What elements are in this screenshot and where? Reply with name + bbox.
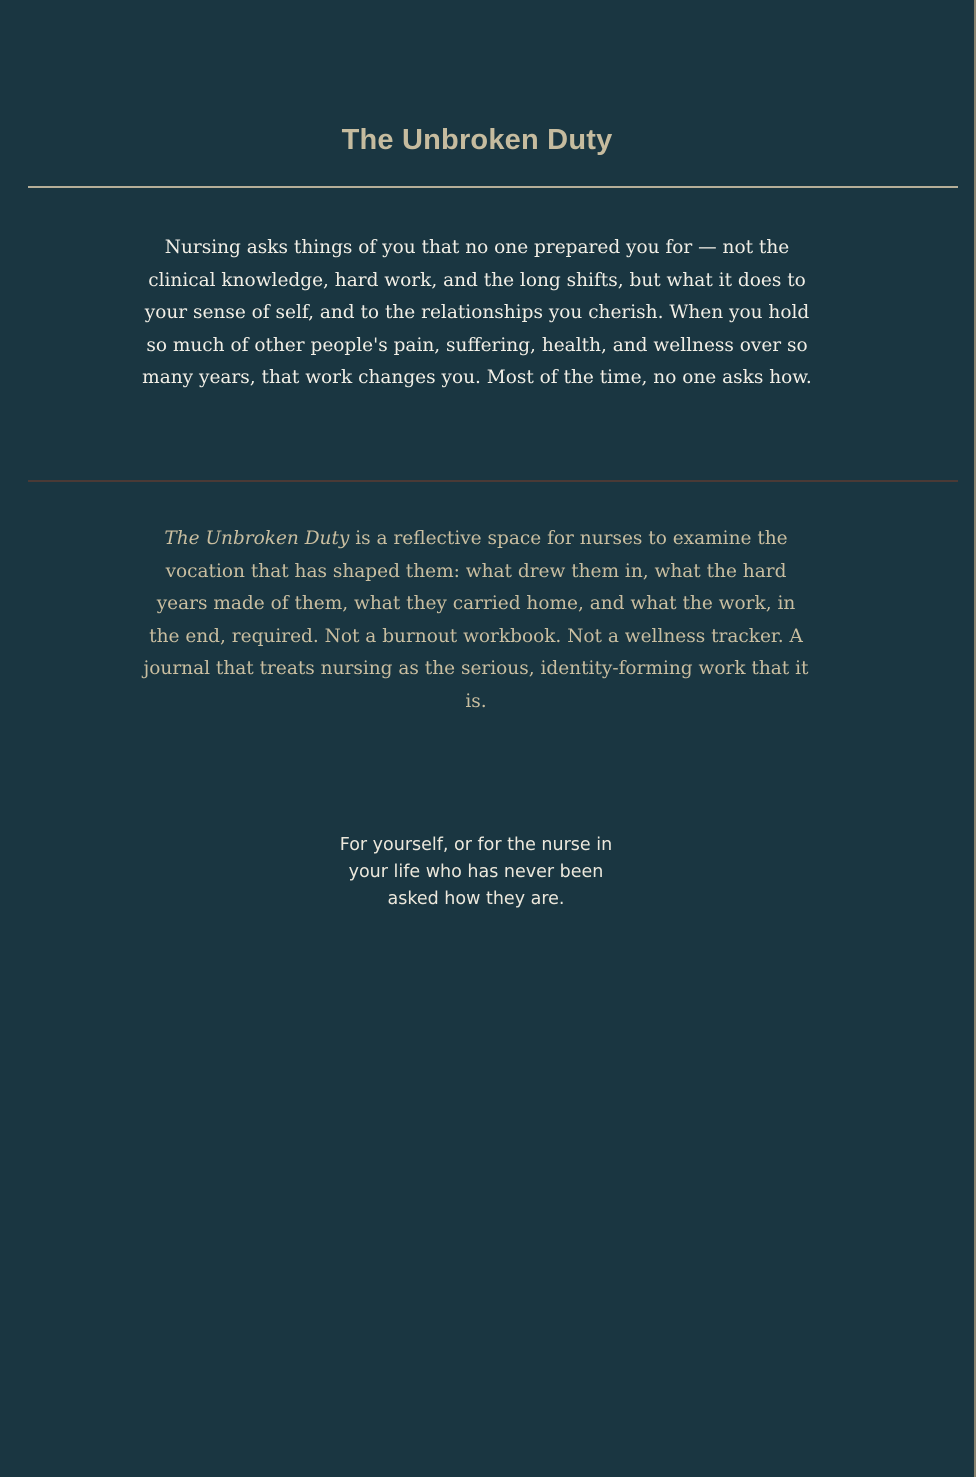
description-paragraph (140, 523, 812, 718)
title-divider (28, 186, 958, 188)
description-body: is a reflective space for nurses to examine the vocation that has shaped them: what drew them in, what the hard years made of them, what they carried home, and what the work, in the end, required. Not a burnout workbook. Not a wellness tracker. A journal that treats nursing as the serious, identity-forming work that it is. (143, 528, 809, 712)
page-title: The Unbroken Duty (341, 124, 613, 156)
intro-paragraph: Nursing asks things of you that no one prepared you for — not the clinical knowledge, hard work, and the long shifts, but what it does to your sense of self, and to the relationships you cherish. When you hold so much of other people's pain, suffering, health, and wellness over so many years, that work changes you. Most of the time, no one asks how. (142, 237, 812, 388)
description-book-title: The Unbroken Duty (164, 528, 350, 549)
dedication-text: For yourself, or for the nurse in your life who has never been asked how they are. (339, 835, 613, 909)
section-divider (28, 480, 958, 482)
